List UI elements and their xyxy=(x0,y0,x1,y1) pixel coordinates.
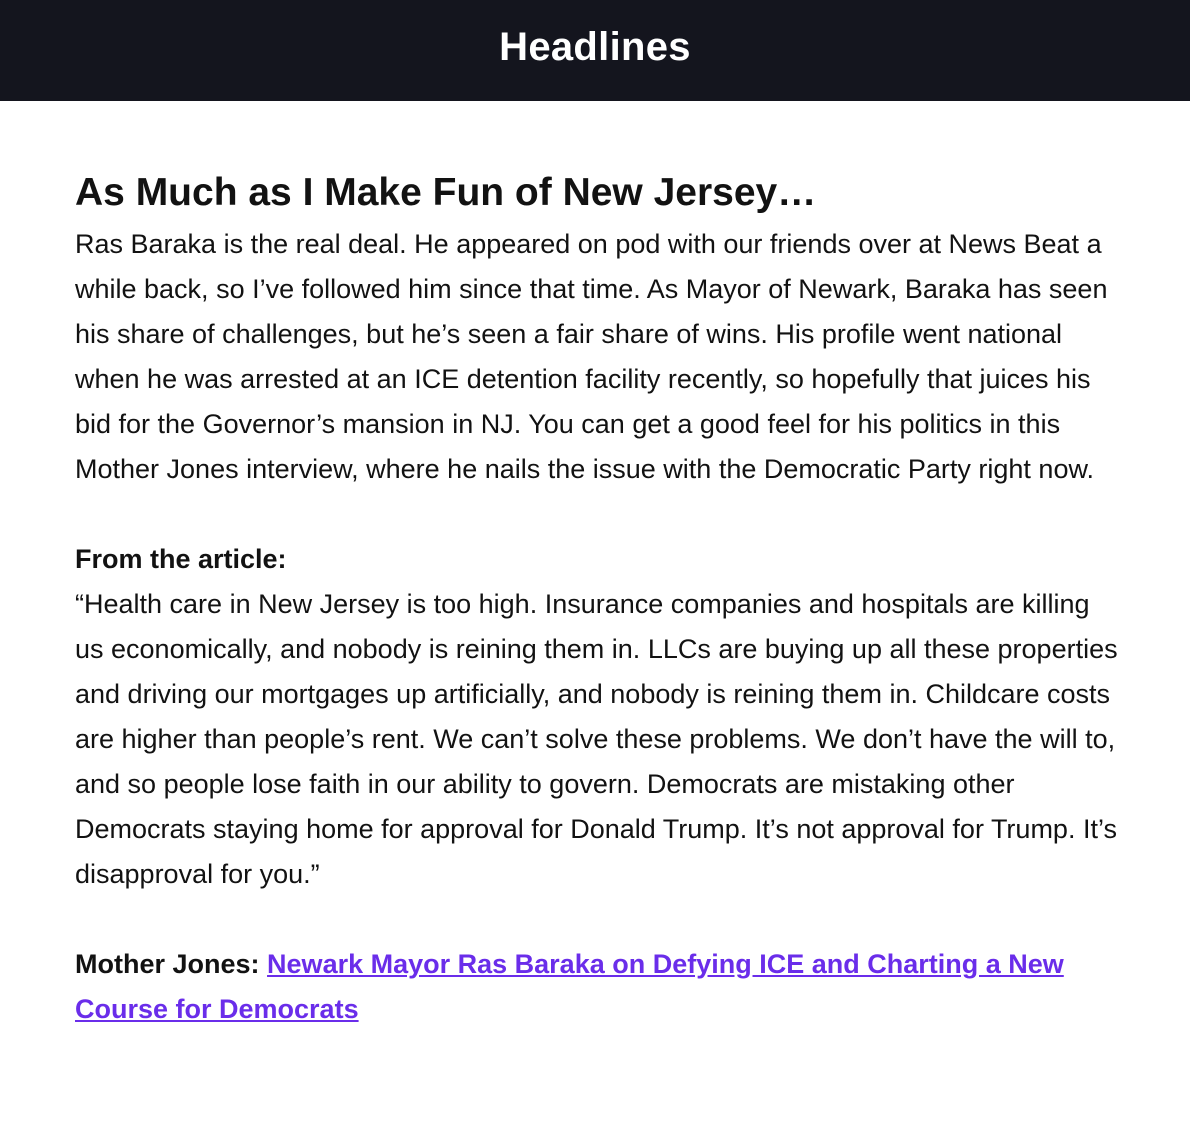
source-line xyxy=(75,942,1120,1032)
article xyxy=(0,101,1190,1032)
source-article-link[interactable]: Newark Mayor Ras Baraka on Defying ICE and Charting a New Course for Democrats xyxy=(75,949,1064,1024)
quote-label: From the article: xyxy=(75,544,287,574)
article-quote: “Health care in New Jersey is too high. Insurance companies and hospitals are killing us economically, and nobody is reining them in. LLCs are buying up all these properties and driving our mortgages up artificially, and nobody is reining them in. Childcare costs are higher than people’s rent. We can’t solve these problems. We don’t have the will to, and so people lose faith in our ability to govern. Democrats are mistaking other Democrats staying home for approval for Donald Trump. It’s not approval for Trump. It’s disapproval for you.” xyxy=(75,589,1118,889)
article-headline: As Much as I Make Fun of New Jersey… xyxy=(75,171,817,214)
source-label: Mother Jones: xyxy=(75,949,260,979)
header-bar xyxy=(0,0,1190,101)
article-intro-paragraph: Ras Baraka is the real deal. He appeared on pod with our friends over at News Beat a while back, so I’ve followed him since that time. As Mayor of Newark, Baraka has seen his share of challenges, but he’s seen a fair share of wins. His profile went national when he was arrested at an ICE detention facility recently, so hopefully that juices his bid for the Governor’s mansion in NJ. You can get a good feel for his politics in this Mother Jones interview, where he nails the issue with the Democratic Party right now. xyxy=(75,229,1108,484)
page-title: Headlines xyxy=(499,25,691,69)
